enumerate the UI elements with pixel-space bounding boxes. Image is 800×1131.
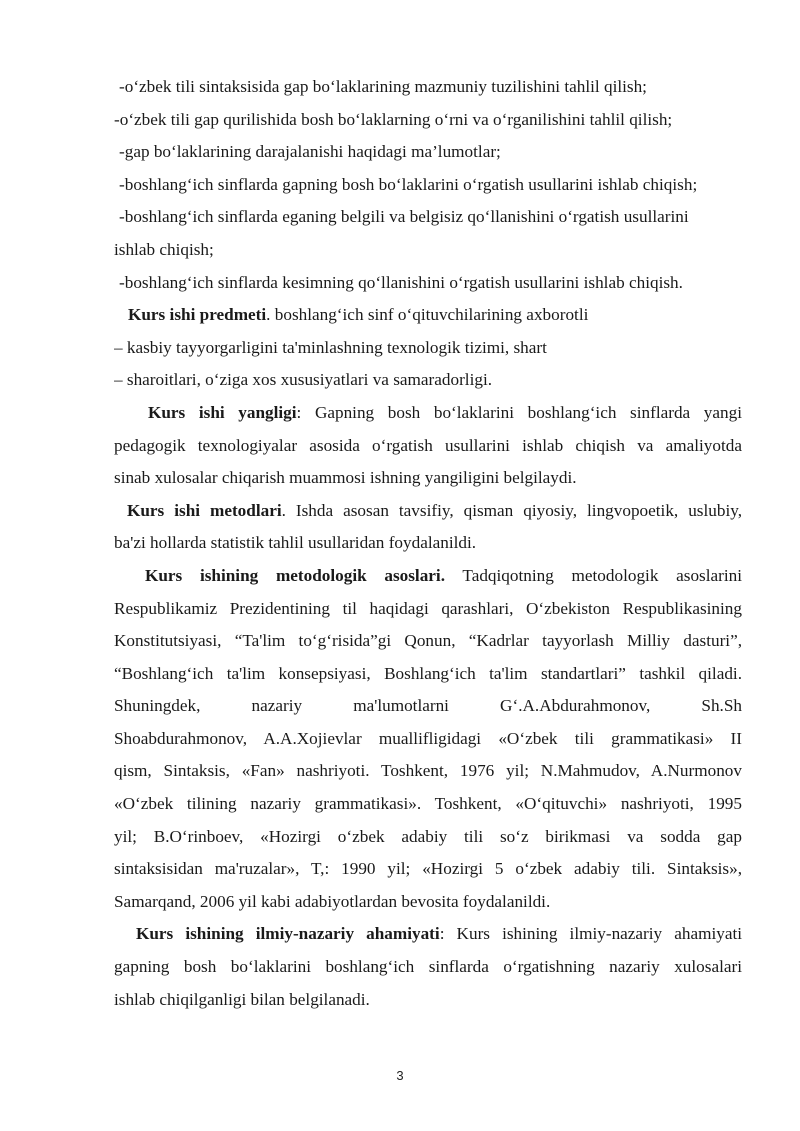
- task-line: -boshlang‘ich sinflarda eganing belgili va belgisiz qo‘llanishini o‘rgatish usullarini: [119, 207, 689, 227]
- asoslari-heading: Kurs ishining metodologik asoslari.: [145, 565, 446, 585]
- asoslari-line: Respublikamiz Prezidentining til haqidagi qarashlari, O‘zbekiston Respublikasining: [114, 598, 742, 618]
- yangiligi-paragraph: [114, 397, 742, 430]
- asoslari-line: qism, Sintaksis, «Fan» nashriyoti. Toshkent, 1976 yil; N.Mahmudov, A.Nurmonov: [114, 761, 742, 781]
- asoslari-line: sintaksisidan ma'ruzalar», T,: 1990 yil; «Hozirgi 5 o‘zbek adabiy tili. Sintaksis»,: [114, 859, 742, 879]
- page-number: 3: [396, 1068, 404, 1083]
- predmet-line: – sharoitlari, o‘ziga xos xususiyatlari va samaradorligi.: [114, 370, 493, 390]
- yangiligi-text: : Gapning bosh bo‘laklarini boshlang‘ich sinflarda yangi: [296, 402, 742, 422]
- asoslari-line: “Boshlang‘ich ta'lim konsepsiyasi, Boshlang‘ich ta'lim standartlari” tashkil qiladi.: [114, 663, 742, 683]
- predmet-paragraph: [114, 299, 742, 332]
- ahamiyati-heading: Kurs ishining ilmiy-nazariy ahamiyati: [136, 924, 440, 944]
- yangiligi-line: pedagogik texnologiyalar asosida o‘rgatish usullarini ishlab chiqish va amaliyotda: [114, 435, 742, 455]
- asoslari-line: yil; B.O‘rinboev, «Hozirgi o‘zbek adabiy tili so‘z birikmasi va sodda gap: [114, 826, 742, 846]
- predmet-line: – kasbiy tayyorgarligini ta'minlashning texnologik tizimi, shart: [114, 337, 547, 357]
- asoslari-text: Tadqiqotning metodologik asoslarini: [445, 565, 742, 585]
- asoslari-line: «O‘zbek tilining nazariy grammatikasi». Toshkent, «O‘qituvchi» nashriyoti, 1995: [114, 794, 742, 814]
- task-line: -boshlang‘ich sinflarda kesimning qo‘llanishini o‘rgatish usullarini ishlab chiqish.: [119, 272, 683, 292]
- metodlari-heading: Kurs ishi metodlari: [127, 500, 282, 520]
- ahamiyati-line: gapning bosh bo‘laklarini boshlang‘ich sinflarda o‘rgatishning nazariy xulosalari: [114, 957, 742, 977]
- ahamiyati-text: : Kurs ishining ilmiy-nazariy ahamiyati: [439, 924, 742, 944]
- asoslari-line: Konstitutsiyasi, “Ta'lim to‘g‘risida”gi Qonun, “Kadrlar tayyorlash Milliy dasturi”,: [114, 631, 742, 651]
- predmet-text: . boshlang‘ich sinf o‘qituvchilarining axborotli: [266, 305, 589, 325]
- asoslari-line: Samarqand, 2006 yil kabi adabiyotlardan bevosita foydalanildi.: [114, 891, 551, 911]
- yangiligi-heading: Kurs ishi yangligi: [148, 402, 297, 422]
- metodlari-text: . Ishda asosan tavsifiy, qisman qiyosiy, lingvopoetik, uslubiy,: [281, 500, 742, 520]
- metodlari-paragraph: [114, 495, 742, 528]
- predmet-heading: Kurs ishi predmeti: [128, 305, 267, 325]
- task-line: -gap bo‘laklarining darajalanishi haqidagi ma’lumotlar;: [119, 142, 501, 162]
- metodlari-line: ba'zi hollarda statistik tahlil usullaridan foydalanildi.: [114, 533, 477, 553]
- task-line: ishlab chiqish;: [114, 239, 214, 259]
- asoslari-line: Shuningdek, nazariy ma'lumotlarni G‘.A.Abdurahmonov, Sh.Sh: [114, 696, 742, 716]
- task-line: -o‘zbek tili gap qurilishida bosh bo‘laklarning o‘rni va o‘rganilishini tahlil qilish;: [114, 109, 673, 129]
- asoslari-paragraph: [114, 560, 742, 593]
- asoslari-line: Shoabdurahmonov, A.A.Xojievlar muallifligidagi «O‘zbek tili grammatikasi» II: [114, 728, 742, 748]
- yangiligi-line: sinab xulosalar chiqarish muammosi ishning yangiligini belgilaydi.: [114, 468, 577, 488]
- task-line: -o‘zbek tili sintaksisida gap bo‘laklarining mazmuniy tuzilishini tahlil qilish;: [119, 77, 647, 96]
- page-content: [114, 71, 742, 1016]
- ahamiyati-paragraph: [114, 918, 742, 951]
- task-line: -boshlang‘ich sinflarda gapning bosh bo‘laklarini o‘rgatish usullarini ishlab chiqish;: [119, 174, 698, 194]
- ahamiyati-line: ishlab chiqilganligi bilan belgilanadi.: [114, 989, 370, 1009]
